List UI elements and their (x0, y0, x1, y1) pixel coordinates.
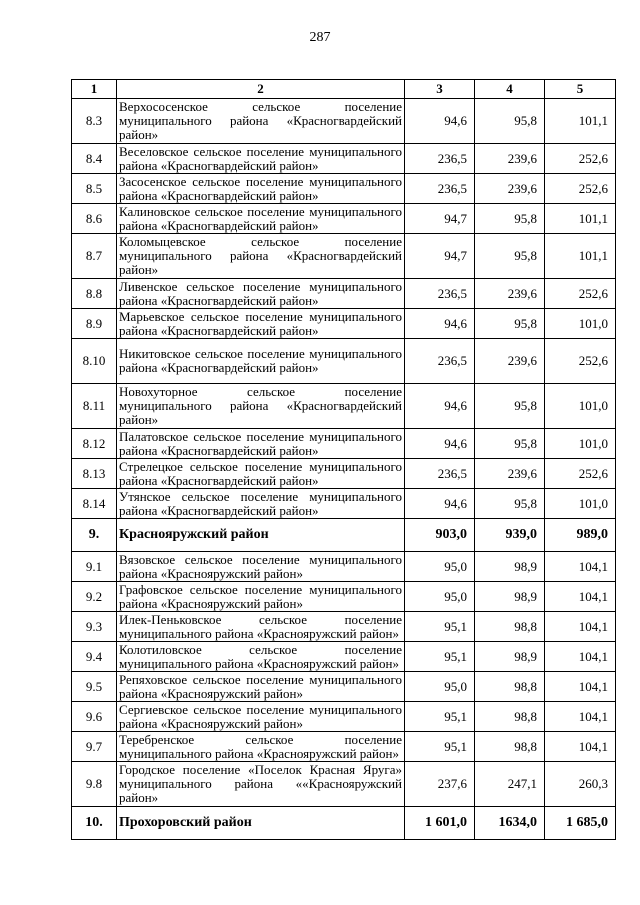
row-number: 8.4 (72, 144, 117, 174)
value-col-5: 104,1 (545, 582, 616, 612)
row-number: 8.14 (72, 489, 117, 519)
table-row (72, 429, 616, 459)
table-row (72, 339, 616, 384)
table-row (72, 489, 616, 519)
table-row (72, 582, 616, 612)
settlement-name: Ливенское сельское поселение муниципального района «Красногвардейский район» (117, 279, 405, 309)
row-number: 8.13 (72, 459, 117, 489)
value-col-4: 239,6 (475, 339, 545, 384)
value-col-3: 236,5 (405, 144, 475, 174)
value-col-4: 239,6 (475, 459, 545, 489)
column-header-1: 1 (72, 80, 117, 99)
value-col-4: 95,8 (475, 99, 545, 144)
row-number: 9. (72, 519, 117, 552)
value-col-5: 1 685,0 (545, 807, 616, 840)
row-number: 9.8 (72, 762, 117, 807)
settlement-name: Новохуторное сельское поселение муниципального района «Красногвардейский район» (117, 384, 405, 429)
settlement-name: Илек-Пеньковское сельское поселение муниципального района «Краснояружский район» (117, 612, 405, 642)
row-number: 9.1 (72, 552, 117, 582)
value-col-3: 95,0 (405, 552, 475, 582)
row-number: 9.2 (72, 582, 117, 612)
district-row (72, 519, 616, 552)
row-number: 8.7 (72, 234, 117, 279)
value-col-4: 239,6 (475, 174, 545, 204)
value-col-5: 101,0 (545, 429, 616, 459)
row-number: 8.10 (72, 339, 117, 384)
table-row (72, 612, 616, 642)
row-number: 10. (72, 807, 117, 840)
value-col-5: 101,0 (545, 384, 616, 429)
value-col-4: 95,8 (475, 204, 545, 234)
settlement-name: Марьевское сельское поселение муниципального района «Красногвардейский район» (117, 309, 405, 339)
row-number: 8.8 (72, 279, 117, 309)
settlement-name: Засосенское сельское поселение муниципального района «Красногвардейский район» (117, 174, 405, 204)
column-header-3: 3 (405, 80, 475, 99)
page-number: 287 (309, 30, 331, 45)
value-col-3: 95,0 (405, 582, 475, 612)
row-number: 8.5 (72, 174, 117, 204)
settlement-name: Палатовское сельское поселение муниципального района «Красногвардейский район» (117, 429, 405, 459)
value-col-5: 101,1 (545, 99, 616, 144)
value-col-4: 98,9 (475, 552, 545, 582)
value-col-3: 94,6 (405, 384, 475, 429)
table-row (72, 309, 616, 339)
value-col-4: 95,8 (475, 309, 545, 339)
settlement-name: Стрелецкое сельское поселение муниципального района «Красногвардейский район» (117, 459, 405, 489)
value-col-5: 104,1 (545, 612, 616, 642)
value-col-4: 247,1 (475, 762, 545, 807)
value-col-4: 939,0 (475, 519, 545, 552)
table-row (72, 672, 616, 702)
value-col-3: 95,1 (405, 612, 475, 642)
row-number: 8.9 (72, 309, 117, 339)
table-row (72, 279, 616, 309)
value-col-4: 98,8 (475, 702, 545, 732)
value-col-3: 236,5 (405, 459, 475, 489)
settlement-name: Сергиевское сельское поселение муниципального района «Краснояружский район» (117, 702, 405, 732)
value-col-5: 104,1 (545, 732, 616, 762)
settlement-name: Краснояружский район (117, 519, 405, 552)
value-col-5: 101,0 (545, 489, 616, 519)
table-body (72, 99, 616, 840)
column-header-2: 2 (117, 80, 405, 99)
value-col-3: 236,5 (405, 174, 475, 204)
value-col-5: 260,3 (545, 762, 616, 807)
value-col-3: 94,6 (405, 309, 475, 339)
value-col-3: 94,7 (405, 234, 475, 279)
row-number: 8.12 (72, 429, 117, 459)
row-number: 9.4 (72, 642, 117, 672)
value-col-4: 98,9 (475, 582, 545, 612)
value-col-3: 94,6 (405, 99, 475, 144)
table-row (72, 234, 616, 279)
value-col-5: 104,1 (545, 642, 616, 672)
table-row (72, 204, 616, 234)
settlement-name: Утянское сельское поселение муниципального района «Красногвардейский район» (117, 489, 405, 519)
value-col-5: 101,1 (545, 204, 616, 234)
data-table (71, 79, 616, 840)
settlement-name: Вязовское сельское поселение муниципального района «Краснояружский район» (117, 552, 405, 582)
table-row (72, 702, 616, 732)
settlement-name: Веселовское сельское поселение муниципального района «Красногвардейский район» (117, 144, 405, 174)
value-col-4: 95,8 (475, 234, 545, 279)
value-col-3: 236,5 (405, 339, 475, 384)
table-row (72, 762, 616, 807)
value-col-5: 252,6 (545, 144, 616, 174)
value-col-5: 252,6 (545, 459, 616, 489)
value-col-3: 95,1 (405, 642, 475, 672)
value-col-5: 101,1 (545, 234, 616, 279)
value-col-4: 95,8 (475, 489, 545, 519)
value-col-5: 252,6 (545, 279, 616, 309)
settlement-name: Прохоровский район (117, 807, 405, 840)
value-col-3: 94,7 (405, 204, 475, 234)
value-col-4: 98,8 (475, 732, 545, 762)
settlement-name: Репяховское сельское поселение муниципального района «Краснояружский район» (117, 672, 405, 702)
value-col-5: 104,1 (545, 672, 616, 702)
value-col-3: 903,0 (405, 519, 475, 552)
value-col-3: 236,5 (405, 279, 475, 309)
settlement-name: Калиновское сельское поселение муниципального района «Красногвардейский район» (117, 204, 405, 234)
column-header-4: 4 (475, 80, 545, 99)
value-col-3: 237,6 (405, 762, 475, 807)
table-row (72, 552, 616, 582)
table-row (72, 732, 616, 762)
settlement-name: Городское поселение «Поселок Красная Яруга» муниципального района ««Краснояружский район» (117, 762, 405, 807)
settlement-name: Графовское сельское поселение муниципального района «Краснояружский район» (117, 582, 405, 612)
value-col-5: 252,6 (545, 174, 616, 204)
value-col-3: 95,1 (405, 732, 475, 762)
value-col-4: 98,8 (475, 612, 545, 642)
value-col-3: 94,6 (405, 429, 475, 459)
district-row (72, 807, 616, 840)
value-col-4: 95,8 (475, 384, 545, 429)
table-row (72, 642, 616, 672)
table-row (72, 144, 616, 174)
row-number: 9.3 (72, 612, 117, 642)
row-number: 9.5 (72, 672, 117, 702)
value-col-5: 104,1 (545, 702, 616, 732)
settlement-name: Коломыцевское сельское поселение муниципального района «Красногвардейский район» (117, 234, 405, 279)
table-row (72, 459, 616, 489)
row-number: 9.6 (72, 702, 117, 732)
settlement-name: Никитовское сельское поселение муниципального района «Красногвардейский район» (117, 339, 405, 384)
row-number: 8.3 (72, 99, 117, 144)
row-number: 9.7 (72, 732, 117, 762)
settlement-name: Теребренское сельское поселение муниципального района «Краснояружский район» (117, 732, 405, 762)
row-number: 8.6 (72, 204, 117, 234)
value-col-4: 1634,0 (475, 807, 545, 840)
value-col-4: 239,6 (475, 144, 545, 174)
value-col-5: 989,0 (545, 519, 616, 552)
table-row (72, 174, 616, 204)
value-col-4: 98,9 (475, 642, 545, 672)
column-header-5: 5 (545, 80, 616, 99)
value-col-5: 104,1 (545, 552, 616, 582)
value-col-5: 101,0 (545, 309, 616, 339)
table-header-row (72, 80, 616, 99)
table-row (72, 384, 616, 429)
row-number: 8.11 (72, 384, 117, 429)
data-table-container (71, 79, 615, 840)
value-col-3: 94,6 (405, 489, 475, 519)
settlement-name: Колотиловское сельское поселение муниципального района «Краснояружский район» (117, 642, 405, 672)
table-row (72, 99, 616, 144)
value-col-3: 95,0 (405, 672, 475, 702)
value-col-5: 252,6 (545, 339, 616, 384)
value-col-4: 95,8 (475, 429, 545, 459)
value-col-4: 239,6 (475, 279, 545, 309)
value-col-4: 98,8 (475, 672, 545, 702)
settlement-name: Верхососенское сельское поселение муниципального района «Красногвардейский район» (117, 99, 405, 144)
value-col-3: 95,1 (405, 702, 475, 732)
value-col-3: 1 601,0 (405, 807, 475, 840)
